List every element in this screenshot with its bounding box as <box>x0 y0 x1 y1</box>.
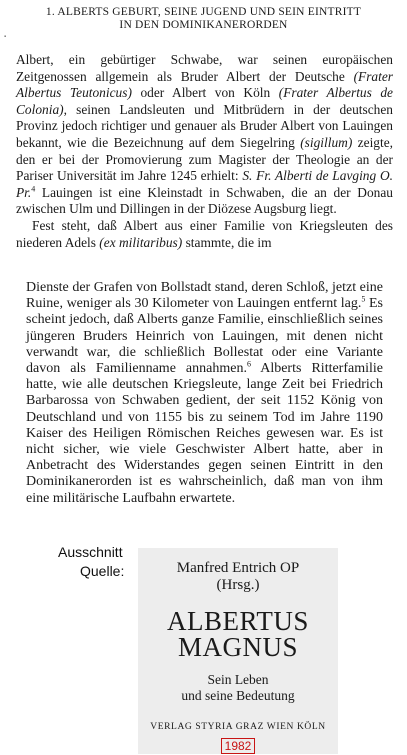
page-scan-top <box>0 0 407 248</box>
paragraph-2 <box>0 218 407 251</box>
caption-source: Quelle: <box>80 563 125 579</box>
chapter-heading <box>0 0 407 32</box>
caption-excerpt: Ausschnitt <box>58 544 123 560</box>
page-scan-continued <box>0 280 407 507</box>
margin-mark: ▪ <box>4 34 7 40</box>
book-title-line-1: ALBERTUS <box>167 606 309 636</box>
paragraph-1-text-c: , seinen Landsleuten und Mitbrüdern in der deutschen Provinz jedoch richtiger und genauer als Bruder Albert von Lauingen bekannt, wie die Bezeichnung auf dem Siegelring <box>16 101 393 150</box>
book-editor-role: (Hrsg.) <box>216 577 260 593</box>
paragraph-1-text-d: zeigte, den er bei der Promovierung zum Magister der Theologie an der Pariser Universität im Jahre 1245 erhielt: <box>16 134 393 184</box>
book-title <box>138 608 338 660</box>
book-publisher: VERLAG STYRIA GRAZ WIEN KÖLN <box>150 722 326 732</box>
book-subtitle-line-1: Sein Leben <box>207 672 269 687</box>
paragraph-2-text-a: Fest steht, daß Albert aus einer Familie von Kriegsleuten des niederen Adels <box>16 217 393 250</box>
book-subtitle <box>138 672 338 704</box>
footnote-ref-5: 5 <box>361 294 366 304</box>
paragraph-3-text-b: Es scheint jedoch, daß Alberts ganze Familie, einschließlich seines jüngeren Bruders Heinrich von Lauingen, mit denen nicht verwandt war, die schließlich Bollestat oder eine Variante davon als Familienname annahmen. <box>26 296 384 377</box>
paragraph-1-text-b: oder Albert von Köln <box>131 85 279 101</box>
footnote-ref-6: 6 <box>246 359 251 369</box>
book-title-line-2: MAGNUS <box>177 632 299 662</box>
latin-term-ex-militaribus: (ex militaribus) <box>99 234 183 250</box>
book-subtitle-line-2: und seine Bedeutung <box>181 688 295 703</box>
chapter-heading-line-2: IN DEN DOMINIKANERORDEN <box>119 19 288 31</box>
paragraph-2-text-b: stammte, die im <box>182 234 272 250</box>
paragraph-1 <box>0 32 407 218</box>
paragraph-3-text-a: Dienste der Grafen von Bollstadt stand, deren Schloß, jetzt eine Ruine, weniger als 30 Kilometer von Lauingen entfernt lag. <box>26 280 383 312</box>
seal-inscription: S. Fr. Alberti de Lavging O. Pr. <box>16 168 393 200</box>
latin-term-teutonicus: (Frater Albertus Teutonicus) <box>16 68 393 101</box>
book-cover <box>138 548 338 754</box>
book-editor: Manfred Entrich OP <box>176 560 300 576</box>
chapter-heading-line-1: 1. ALBERTS GEBURT, SEINE JUGEND UND SEIN EINTRITT <box>45 6 362 18</box>
latin-term-colonia: (Frater Albertus de Colonia) <box>16 85 393 117</box>
footnote-ref-4: 4 <box>31 184 36 194</box>
paragraph-3-text-c: Alberts Ritterfamilie hatte, wie alle deutschen Kriegsleute, lange Zeit bei Friedrich Barbarossa von Schwaben gedient, der seit 1152 König von Deutschland und von 1155 bis zu seinem Tod im Jahre 1190 Kaiser des Heiligen Römischen Reiches gewesen war. Es ist nicht sicher, wie viele Geschwister Albert hatte, aber in Anbetracht des Widerstandes gegen seinen Eintritt in den Dominikanerorden ist es wahrscheinlich, daß man von ihm eine militärische Laufbahn erwartete. <box>26 361 383 506</box>
publication-year-badge: 1982 <box>221 738 256 754</box>
paragraph-3 <box>0 280 407 507</box>
paragraph-1-text-a: Albert, ein gebürtiger Schwabe, war seinen europäischen Zeitgenossen allgemein als Bruder Albert der Deutsche <box>16 52 393 84</box>
latin-term-sigillum: (sigillum) <box>300 134 353 150</box>
paragraph-1-text-e: Lauingen ist eine Kleinstadt in Schwaben, die an der Donau zwischen Ulm und Dillingen in der Diözese Augsburg liegt. <box>16 184 393 217</box>
